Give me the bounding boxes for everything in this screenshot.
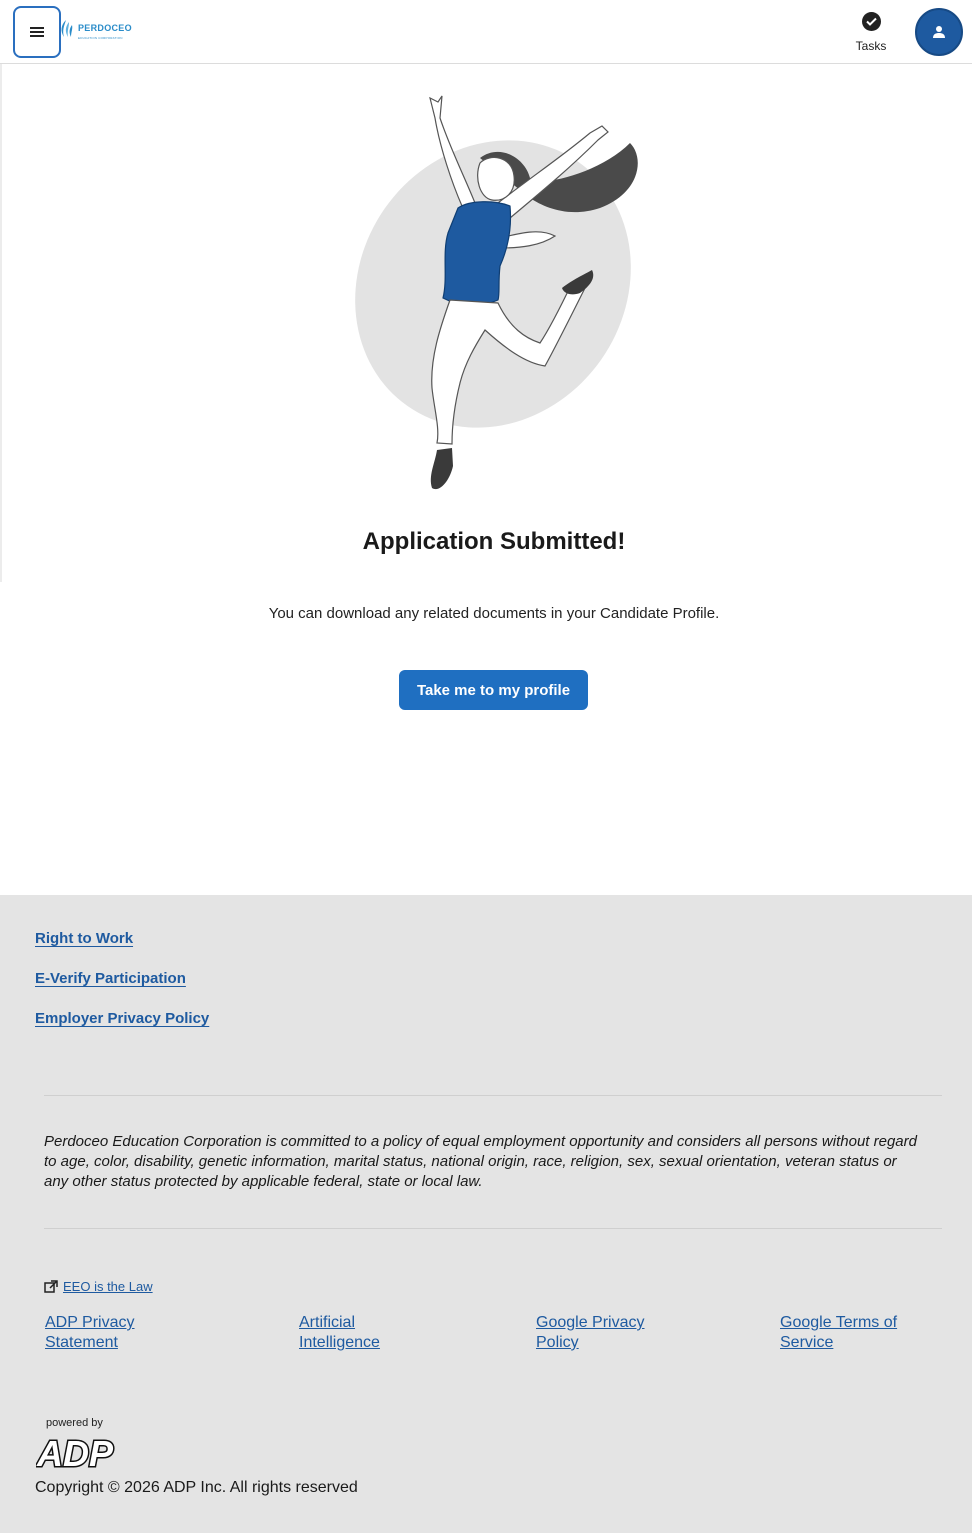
eeo-is-the-law-link[interactable] — [44, 1279, 153, 1294]
employer-privacy-policy-link[interactable]: Employer Privacy Policy — [35, 1010, 210, 1027]
hamburger-icon — [30, 27, 44, 37]
eeo-statement: Perdoceo Education Corporation is committed to a policy of equal employment opportunity and considers all persons without regard to age, color, disability, genetic information, marital status, national origin, race, religion, sex, sexual orientation, veteran status or any other status protected by applicable federal, state or local law. — [44, 1133, 917, 1190]
menu-button[interactable] — [13, 6, 61, 58]
google-terms-of-service-link[interactable]: Google Terms of Service — [780, 1314, 898, 1351]
company-logo[interactable] — [58, 17, 132, 41]
profile-avatar-button[interactable] — [915, 8, 963, 56]
copyright-text: Copyright © 2026 ADP Inc. All rights reserved — [35, 1479, 358, 1496]
eeo-is-the-law-label: EEO is the Law — [63, 1279, 153, 1294]
logo-flame-icon — [58, 19, 76, 39]
left-divider — [0, 64, 2, 582]
external-link-icon — [44, 1280, 58, 1293]
google-privacy-policy-link[interactable]: Google Privacy Policy — [536, 1314, 645, 1351]
adp-logo-text: ADP — [37, 1433, 114, 1471]
logo-name: PERDOCEO — [78, 22, 132, 33]
footer-divider — [44, 1228, 942, 1229]
adp-logo — [36, 1431, 116, 1471]
tasks-label: Tasks — [855, 39, 887, 53]
celebration-illustration — [340, 88, 650, 498]
right-to-work-link[interactable]: Right to Work — [35, 930, 134, 947]
user-icon — [932, 25, 946, 39]
e-verify-participation-link[interactable]: E-Verify Participation — [35, 970, 186, 987]
page-title: Application Submitted! — [362, 528, 626, 555]
artificial-intelligence-link[interactable]: Artificial Intelligence — [299, 1314, 380, 1351]
footer-divider — [44, 1095, 942, 1096]
tasks-button[interactable] — [848, 12, 894, 53]
checkmark-icon — [862, 12, 881, 31]
top-header — [0, 0, 972, 64]
page-footer — [0, 895, 972, 1533]
take-me-to-profile-button[interactable]: Take me to my profile — [399, 670, 588, 710]
logo-subtitle: EDUCATION CORPORATION — [78, 35, 123, 40]
page-subtitle: You can download any related documents in your Candidate Profile. — [268, 605, 720, 622]
adp-privacy-statement-link[interactable]: ADP Privacy Statement — [45, 1314, 135, 1351]
powered-by-label: powered by — [46, 1417, 103, 1429]
